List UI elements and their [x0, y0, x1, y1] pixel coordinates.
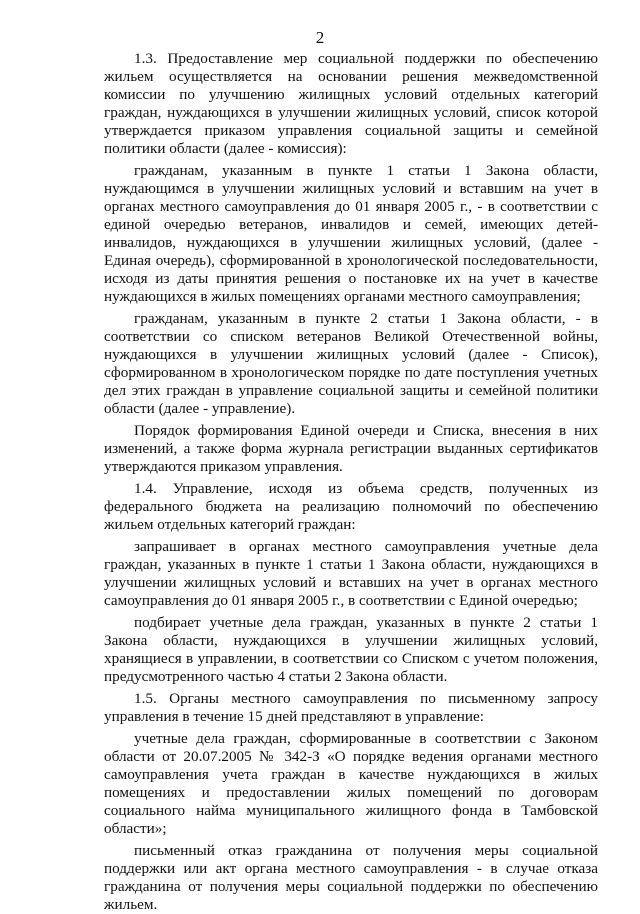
- paragraph-select-files: подбирает учетные дела граждан, указанных в пункте 2 статьи 1 Закона области, нуждающихся в улучшении жилищных условий, хранящиеся в управлении, в соответствии со Списком с учетом положения, предусмотренного частью 4 статьи 2 Закона области.: [104, 614, 598, 685]
- paragraph-1-5: 1.5. Органы местного самоуправления по письменному запросу управления в течение 15 дней представляют в управление:: [104, 690, 598, 725]
- paragraph-request-files: запрашивает в органах местного самоуправления учетные дела граждан, указанных в пункте 1 статьи 1 Закона области, нуждающихся в улучшении жилищных условий и вставших на учет в органах местного самоуправления до 01 января 2005 г., в соответствии с Единой очередью;: [104, 538, 598, 609]
- paragraph-item-2: гражданам, указанным в пункте 2 статьи 1 Закона области, - в соответствии со списком ветеранов Великой Отечественной войны, нуждающихся в улучшении жилищных условий (далее - Список), сформированном в хронологическом порядке по дате поступления учетных дел этих граждан в управление социальной защиты и семейной политики области (далее - управление).: [104, 310, 598, 417]
- paragraph-registration-files: учетные дела граждан, сформированные в соответствии с Законом области от 20.07.2005 № 342-З «О порядке ведения органами местного самоуправления учета граждан в качестве нуждающихся в жилых помещениях и предоставлении жилых помещений по договорам социального найма муниципального жилищного фонда в Тамбовской области»;: [104, 730, 598, 837]
- page-number: 2: [315, 28, 325, 47]
- paragraph-1-3: 1.3. Предоставление мер социальной поддержки по обеспечению жильем осуществляется на основании решения межведомственной комиссии по улучшению жилищных условий отдельных категорий граждан, нуждающихся в улучшении жилищных условий, список которой утверждается приказом управления социальной защиты и семейной политики области (далее - комиссия):: [104, 50, 598, 157]
- paragraph-1-4: 1.4. Управление, исходя из объема средств, полученных из федерального бюджета на реализацию полномочий по обеспечению жильем отдельных категорий граждан:: [104, 480, 598, 533]
- document-body: [104, 50, 598, 914]
- paragraph-item-1: гражданам, указанным в пункте 1 статьи 1 Закона области, нуждающимся в улучшении жилищных условий и вставшим на учет в органах местного самоуправления до 01 января 2005 г., - в соответствии с единой очередью ветеранов, инвалидов и семей, имеющих детей-инвалидов, нуждающихся в улучшении жилищных условий, (далее - Единая очередь), сформированной в хронологической последовательности, исходя из даты принятия решения о постановке их на учет в качестве нуждающихся в жилых помещениях органами местного самоуправления;: [104, 162, 598, 305]
- paragraph-written-refusal: письменный отказ гражданина от получения меры социальной поддержки или акт органа местного самоуправления - в случае отказа гражданина от получения меры социальной поддержки по обеспечению жильем.: [104, 842, 598, 913]
- paragraph-order: Порядок формирования Единой очереди и Списка, внесения в них изменений, а также форма журнала регистрации выданных сертификатов утверждаются приказом управления.: [104, 422, 598, 475]
